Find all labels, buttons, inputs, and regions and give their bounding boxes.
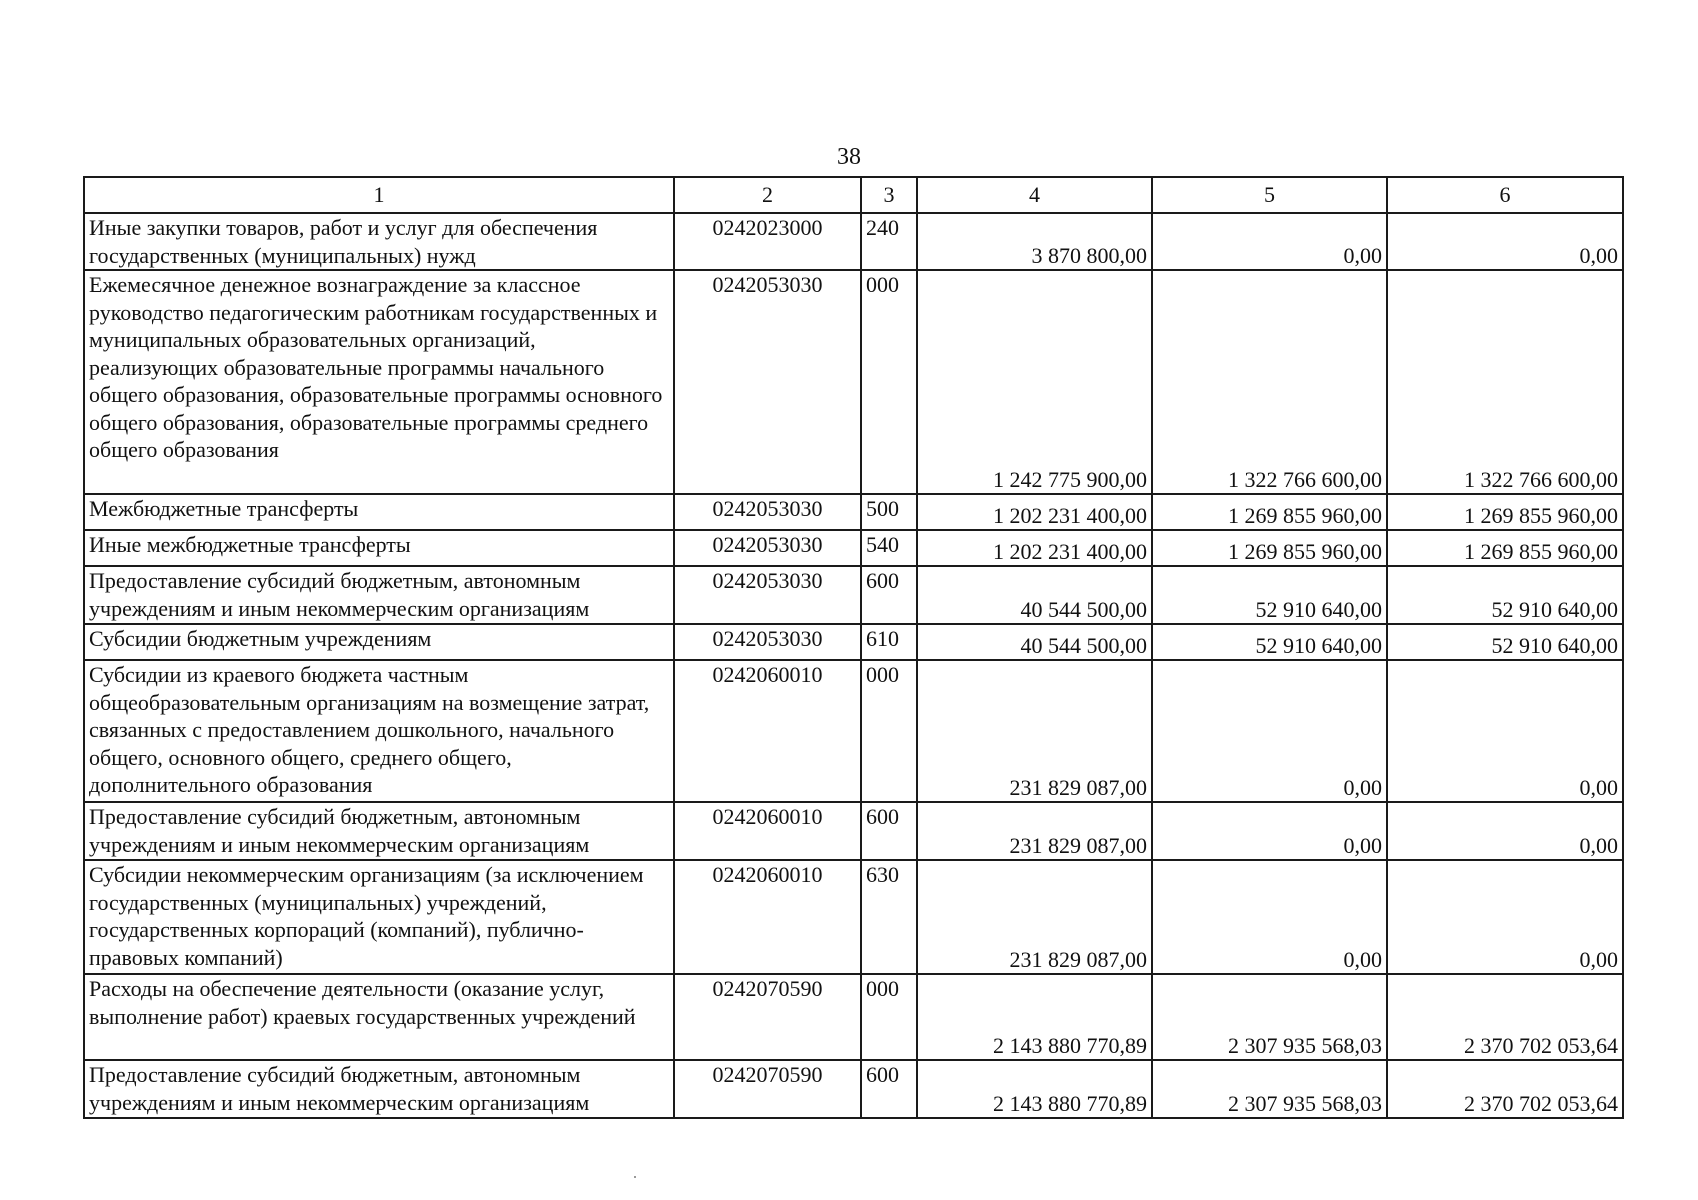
row-kind: 000 xyxy=(861,974,917,1060)
column-header-1: 1 xyxy=(84,177,674,213)
row-value-4: 3 870 800,00 xyxy=(917,213,1152,270)
table-row xyxy=(84,213,1623,270)
row-value-5: 52 910 640,00 xyxy=(1152,624,1387,660)
row-code: 0242053030 xyxy=(674,566,861,624)
row-value-4: 1 202 231 400,00 xyxy=(917,530,1152,566)
row-kind: 000 xyxy=(861,660,917,802)
row-value-6: 52 910 640,00 xyxy=(1387,566,1623,624)
row-code: 0242053030 xyxy=(674,270,861,494)
row-kind: 240 xyxy=(861,213,917,270)
row-value-4: 231 829 087,00 xyxy=(917,860,1152,974)
row-value-6: 0,00 xyxy=(1387,802,1623,860)
row-name: Субсидии из краевого бюджета частным общеобразовательным организациям на возмещение затрат, связанных с предоставлением дошкольного, начального общего, основного общего, среднего общего, дополнительного образования xyxy=(84,660,674,802)
row-name: Иные закупки товаров, работ и услуг для обеспечения государственных (муниципальных) нужд xyxy=(84,213,674,270)
row-kind: 000 xyxy=(861,270,917,494)
row-value-5: 1 322 766 600,00 xyxy=(1152,270,1387,494)
row-kind: 600 xyxy=(861,1060,917,1118)
row-value-5: 1 269 855 960,00 xyxy=(1152,494,1387,530)
table-row xyxy=(84,660,1623,802)
row-name: Ежемесячное денежное вознаграждение за классное руководство педагогическим работникам государственных и муниципальных образовательных организаций, реализующих образовательные программы начального общего образования, образовательные программы основного общего образования, образовательные программы среднего общего образования xyxy=(84,270,674,494)
row-kind: 630 xyxy=(861,860,917,974)
header-row xyxy=(84,177,1623,213)
row-value-6: 0,00 xyxy=(1387,660,1623,802)
row-value-5: 0,00 xyxy=(1152,660,1387,802)
row-value-5: 0,00 xyxy=(1152,860,1387,974)
row-code: 0242053030 xyxy=(674,624,861,660)
row-name: Межбюджетные трансферты xyxy=(84,494,674,530)
table-row xyxy=(84,530,1623,566)
table-row xyxy=(84,1060,1623,1118)
row-name: Субсидии некоммерческим организациям (за исключением государственных (муниципальных) учреждений, государственных корпораций (компаний), публично-правовых компаний) xyxy=(84,860,674,974)
table-row xyxy=(84,860,1623,974)
row-value-6: 2 370 702 053,64 xyxy=(1387,974,1623,1060)
page-number: 38 xyxy=(837,144,861,170)
row-kind: 540 xyxy=(861,530,917,566)
row-name: Иные межбюджетные трансферты xyxy=(84,530,674,566)
row-name: Предоставление субсидий бюджетным, автономным учреждениям и иным некоммерческим организациям xyxy=(84,802,674,860)
table-row xyxy=(84,270,1623,494)
column-header-3: 3 xyxy=(861,177,917,213)
row-value-5: 52 910 640,00 xyxy=(1152,566,1387,624)
row-kind: 600 xyxy=(861,566,917,624)
row-code: 0242070590 xyxy=(674,1060,861,1118)
row-value-4: 40 544 500,00 xyxy=(917,566,1152,624)
column-header-4: 4 xyxy=(917,177,1152,213)
row-value-4: 231 829 087,00 xyxy=(917,660,1152,802)
row-code: 0242060010 xyxy=(674,660,861,802)
row-value-5: 1 269 855 960,00 xyxy=(1152,530,1387,566)
row-value-6: 0,00 xyxy=(1387,860,1623,974)
table-header xyxy=(84,177,1623,213)
table-row xyxy=(84,494,1623,530)
row-kind: 600 xyxy=(861,802,917,860)
budget-table xyxy=(83,176,1624,1119)
row-value-6: 52 910 640,00 xyxy=(1387,624,1623,660)
row-value-6: 1 269 855 960,00 xyxy=(1387,494,1623,530)
row-value-6: 0,00 xyxy=(1387,213,1623,270)
row-value-4: 1 242 775 900,00 xyxy=(917,270,1152,494)
row-value-4: 2 143 880 770,89 xyxy=(917,974,1152,1060)
row-value-5: 0,00 xyxy=(1152,802,1387,860)
row-value-5: 2 307 935 568,03 xyxy=(1152,1060,1387,1118)
row-code: 0242023000 xyxy=(674,213,861,270)
table-row xyxy=(84,624,1623,660)
row-code: 0242060010 xyxy=(674,802,861,860)
table-row xyxy=(84,566,1623,624)
row-name: Предоставление субсидий бюджетным, автономным учреждениям и иным некоммерческим организациям xyxy=(84,566,674,624)
row-name: Предоставление субсидий бюджетным, автономным учреждениям и иным некоммерческим организациям xyxy=(84,1060,674,1118)
scan-speck xyxy=(634,1176,636,1178)
row-code: 0242053030 xyxy=(674,494,861,530)
row-code: 0242060010 xyxy=(674,860,861,974)
column-header-5: 5 xyxy=(1152,177,1387,213)
row-name: Субсидии бюджетным учреждениям xyxy=(84,624,674,660)
row-value-6: 1 269 855 960,00 xyxy=(1387,530,1623,566)
row-value-4: 2 143 880 770,89 xyxy=(917,1060,1152,1118)
row-value-5: 2 307 935 568,03 xyxy=(1152,974,1387,1060)
row-value-6: 1 322 766 600,00 xyxy=(1387,270,1623,494)
row-kind: 610 xyxy=(861,624,917,660)
row-value-5: 0,00 xyxy=(1152,213,1387,270)
table-row xyxy=(84,802,1623,860)
column-header-6: 6 xyxy=(1387,177,1623,213)
row-code: 0242070590 xyxy=(674,974,861,1060)
row-name: Расходы на обеспечение деятельности (оказание услуг, выполнение работ) краевых государственных учреждений xyxy=(84,974,674,1060)
table-row xyxy=(84,974,1623,1060)
row-value-4: 231 829 087,00 xyxy=(917,802,1152,860)
table-body xyxy=(84,213,1623,1118)
row-code: 0242053030 xyxy=(674,530,861,566)
row-value-4: 1 202 231 400,00 xyxy=(917,494,1152,530)
row-value-4: 40 544 500,00 xyxy=(917,624,1152,660)
row-kind: 500 xyxy=(861,494,917,530)
row-value-6: 2 370 702 053,64 xyxy=(1387,1060,1623,1118)
column-header-2: 2 xyxy=(674,177,861,213)
